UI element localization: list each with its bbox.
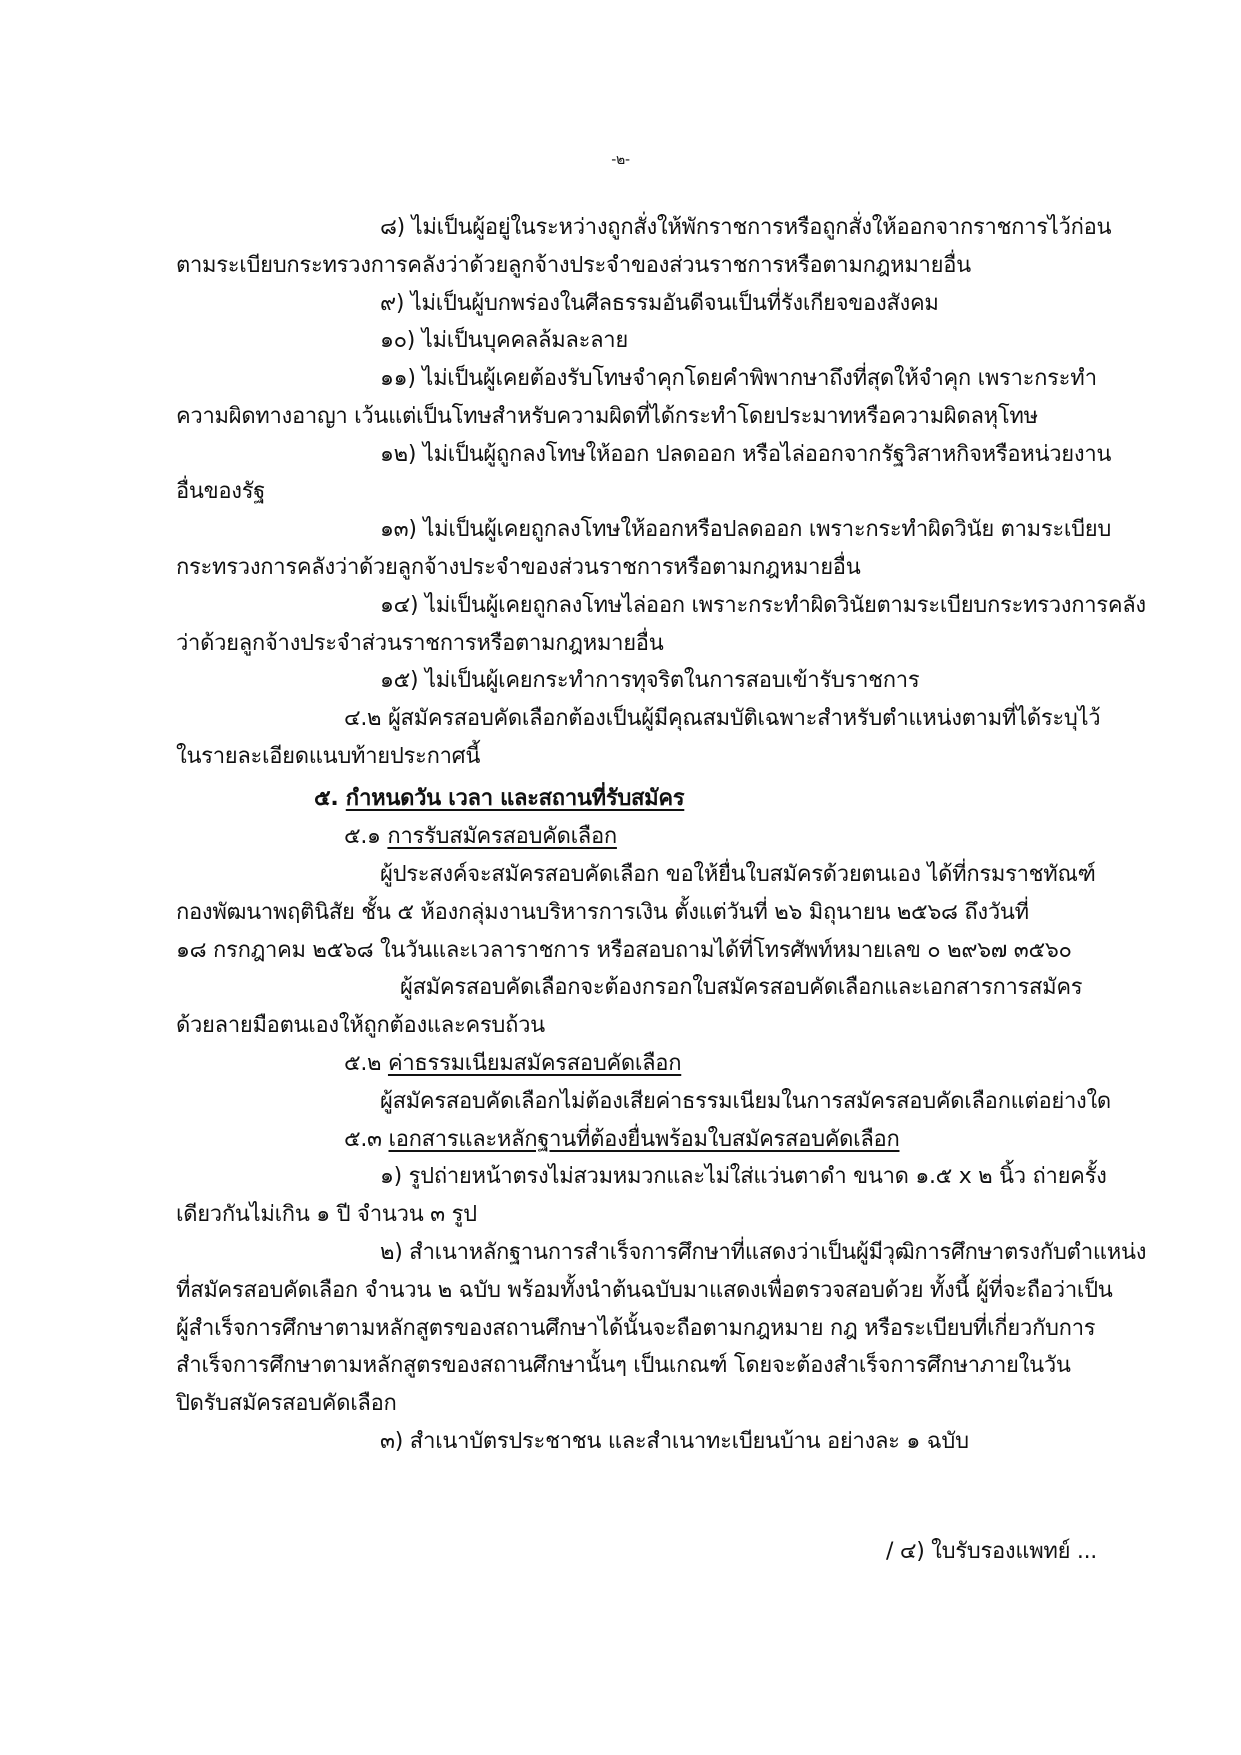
subsection-5-3-number: ๕.๓ [344, 1127, 382, 1152]
list-item-15: ๑๕) ไม่เป็นผู้เคยกระทำการทุจริตในการสอบเข้ารับราชการ [380, 668, 920, 693]
list-item-11: ๑๑) ไม่เป็นผู้เคยต้องรับโทษจำคุกโดยคำพิพากษาถึงที่สุดให้จำคุก เพราะกระทำ [380, 366, 1097, 391]
subsection-5-1-number: ๕.๑ [344, 824, 381, 849]
list-item-11-cont: ความผิดทางอาญา เว้นแต่เป็นโทษสำหรับความผิดที่ได้กระทำโดยประมาทหรือความผิดลหุโทษ [176, 404, 1038, 429]
subsection-5-2-number: ๕.๒ [344, 1051, 382, 1076]
section-5-heading [314, 783, 684, 815]
clause-4-2: ๔.๒ ผู้สมัครสอบคัดเลือกต้องเป็นผู้มีคุณสมบัติเฉพาะสำหรับตำแหน่งตามที่ได้ระบุไว้ [344, 706, 1101, 731]
document-item-1-cont: เดียวกันไม่เกิน ๑ ปี จำนวน ๓ รูป [176, 1202, 477, 1227]
list-item-10: ๑๐) ไม่เป็นบุคคลล้มละลาย [380, 328, 628, 353]
list-item-13: ๑๓) ไม่เป็นผู้เคยถูกลงโทษให้ออกหรือปลดออก เพราะกระทำผิดวินัย ตามระเบียบ [380, 517, 1112, 542]
subsection-5-3-title: เอกสารและหลักฐานที่ต้องยื่นพร้อมใบสมัครสอบคัดเลือก [388, 1127, 900, 1152]
document-item-2-cont-3: สำเร็จการศึกษาตามหลักสูตรของสถานศึกษานั้นๆ เป็นเกณฑ์ โดยจะต้องสำเร็จการศึกษาภายในวัน [176, 1353, 1071, 1378]
list-item-9: ๙) ไม่เป็นผู้บกพร่องในศีลธรรมอันดีจนเป็นที่รังเกียจของสังคม [380, 291, 939, 316]
subsection-5-2-title: ค่าธรรมเนียมสมัครสอบคัดเลือก [387, 1051, 682, 1076]
paragraph-5-1-a-cont-1: กองพัฒนาพฤตินิสัย ชั้น ๕ ห้องกลุ่มงานบริหารการเงิน ตั้งแต่วันที่ ๒๖ มิถุนายน ๒๕๖๘ ถึงวันที่ [176, 900, 1029, 925]
clause-4-2-cont: ในรายละเอียดแนบท้ายประกาศนี้ [176, 744, 481, 769]
list-item-12: ๑๒) ไม่เป็นผู้ถูกลงโทษให้ออก ปลดออก หรือไล่ออกจากรัฐวิสาหกิจหรือหน่วยงาน [380, 442, 1112, 467]
section-5-title: กำหนดวัน เวลา และสถานที่รับสมัคร [345, 786, 685, 811]
document-item-1: ๑) รูปถ่ายหน้าตรงไม่สวมหมวกและไม่ใส่แว่นตาดำ ขนาด ๑.๕ x ๒ นิ้ว ถ่ายครั้ง [380, 1164, 1107, 1189]
document-item-3: ๓) สำเนาบัตรประชาชน และสำเนาทะเบียนบ้าน อย่างละ ๑ ฉบับ [380, 1429, 969, 1454]
list-item-8: ๘) ไม่เป็นผู้อยู่ในระหว่างถูกสั่งให้พักราชการหรือถูกสั่งให้ออกจากราชการไว้ก่อน [380, 215, 1112, 240]
list-item-14-cont: ว่าด้วยลูกจ้างประจำส่วนราชการหรือตามกฎหมายอื่น [176, 631, 664, 656]
list-item-13-cont: กระทรวงการคลังว่าด้วยลูกจ้างประจำของส่วนราชการหรือตามกฎหมายอื่น [176, 555, 861, 580]
list-item-14: ๑๔) ไม่เป็นผู้เคยถูกลงโทษไล่ออก เพราะกระทำผิดวินัยตามระเบียบกระทรวงการคลัง [380, 593, 1146, 618]
next-page-continuation: / ๔) ใบรับรองแพทย์ ... [886, 1539, 1097, 1564]
list-item-8-cont: ตามระเบียบกระทรวงการคลังว่าด้วยลูกจ้างประจำของส่วนราชการหรือตามกฎหมายอื่น [176, 253, 971, 278]
list-item-12-cont: อื่นของรัฐ [176, 479, 266, 504]
document-item-2-cont-4: ปิดรับสมัครสอบคัดเลือก [176, 1391, 397, 1416]
subsection-5-1-title: การรับสมัครสอบคัดเลือก [387, 824, 617, 849]
section-5-number: ๕. [314, 786, 339, 811]
document-item-2: ๒) สำเนาหลักฐานการสำเร็จการศึกษาที่แสดงว่าเป็นผู้มีวุฒิการศึกษาตรงกับตำแหน่ง [380, 1240, 1147, 1265]
subsection-5-2-heading [344, 1048, 681, 1080]
paragraph-5-1-b-cont: ด้วยลายมือตนเองให้ถูกต้องและครบถ้วน [176, 1013, 545, 1038]
document-item-2-cont-1: ที่สมัครสอบคัดเลือก จำนวน ๒ ฉบับ พร้อมทั้งนำต้นฉบับมาแสดงเพื่อตรวจสอบด้วย ทั้งนี้ ผู้ที่จะถือว่าเป็น [176, 1278, 1113, 1303]
subsection-5-1-heading [344, 821, 617, 853]
paragraph-5-1-a: ผู้ประสงค์จะสมัครสอบคัดเลือก ขอให้ยื่นใบสมัครด้วยตนเอง ได้ที่กรมราชทัณฑ์ [380, 862, 1096, 887]
paragraph-5-2: ผู้สมัครสอบคัดเลือกไม่ต้องเสียค่าธรรมเนียมในการสมัครสอบคัดเลือกแต่อย่างใด [380, 1089, 1111, 1114]
document-item-2-cont-2: ผู้สำเร็จการศึกษาตามหลักสูตรของสถานศึกษาได้นั้นจะถือตามกฎหมาย กฎ หรือระเบียบที่เกี่ยวกับการ [176, 1316, 1096, 1341]
paragraph-5-1-a-cont-2: ๑๘ กรกฎาคม ๒๕๖๘ ในวันและเวลาราชการ หรือสอบถามได้ที่โทรศัพท์หมายเลข ๐ ๒๙๖๗ ๓๕๖๐ [176, 938, 1072, 963]
paragraph-5-1-b: ผู้สมัครสอบคัดเลือกจะต้องกรอกใบสมัครสอบคัดเลือกและเอกสารการสมัคร [400, 975, 1083, 1000]
page-number: -๒- [611, 152, 630, 168]
subsection-5-3-heading [344, 1124, 899, 1156]
